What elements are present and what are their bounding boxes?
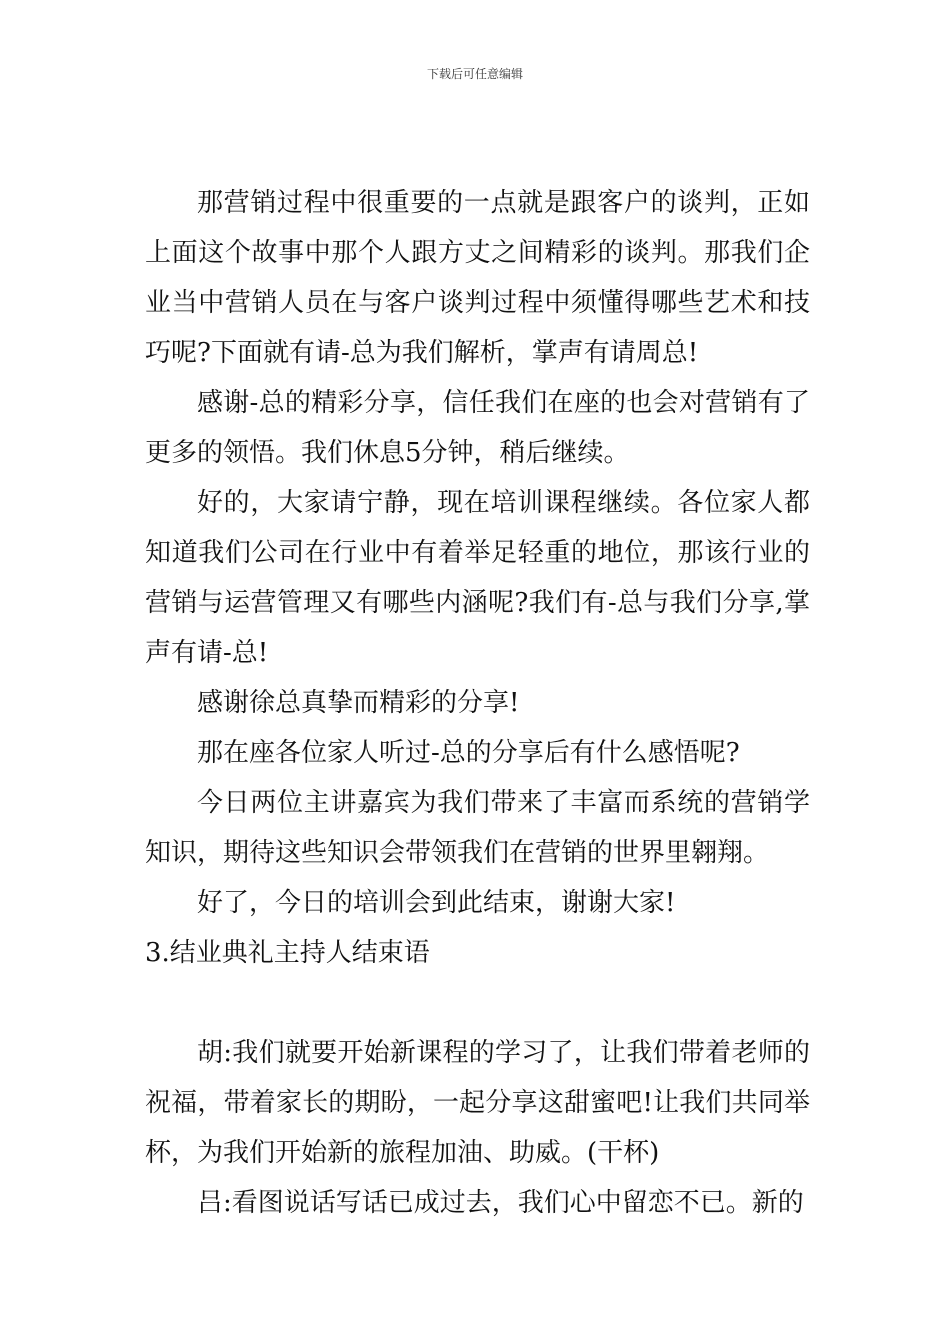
paragraph-host-lv: 吕:看图说话写话已成过去，我们心中留恋不已。新的: [197, 1188, 804, 1218]
paragraph-conclusion: 好了，今日的培训会到此结束，谢谢大家!: [197, 888, 676, 918]
paragraph-negotiation: 那营销过程中很重要的一点就是跟客户的谈判，正如上面这个故事中那个人跟方丈之间精彩的谈判。那我们企业当中营销人员在与客户谈判过程中须懂得哪些艺术和技巧呢?下面就有请-总为我们解析，掌声有请周总!: [145, 188, 810, 368]
paragraph-thanks-xu: 感谢徐总真挚而精彩的分享!: [197, 688, 520, 718]
paragraph-thanks-break: 感谢-总的精彩分享，信任我们在座的也会对营销有了更多的领悟。我们休息5分钟，稍后继续。: [145, 388, 810, 468]
paragraph-training-continue: 好的，大家请宁静，现在培训课程继续。各位家人都知道我们公司在行业中有着举足轻重的地位，那该行业的营销与运营管理又有哪些内涵呢?我们有-总与我们分享,掌声有请-总!: [145, 488, 810, 668]
section-heading: 3.结业典礼主持人结束语: [145, 938, 430, 968]
document-body: [145, 178, 810, 1228]
paragraph-audience-question: 那在座各位家人听过-总的分享后有什么感悟呢?: [197, 738, 740, 768]
section-spacer: [145, 978, 810, 1028]
page-header-note: 下载后可任意编辑: [426, 67, 523, 81]
paragraph-host-hu: 胡:我们就要开始新课程的学习了，让我们带着老师的祝福，带着家长的期盼，一起分享这甜蜜吧!让我们共同举杯，为我们开始新的旅程加油、助威。(干杯): [145, 1038, 810, 1168]
paragraph-summary: 今日两位主讲嘉宾为我们带来了丰富而系统的营销学知识，期待这些知识会带领我们在营销的世界里翱翔。: [145, 788, 810, 868]
